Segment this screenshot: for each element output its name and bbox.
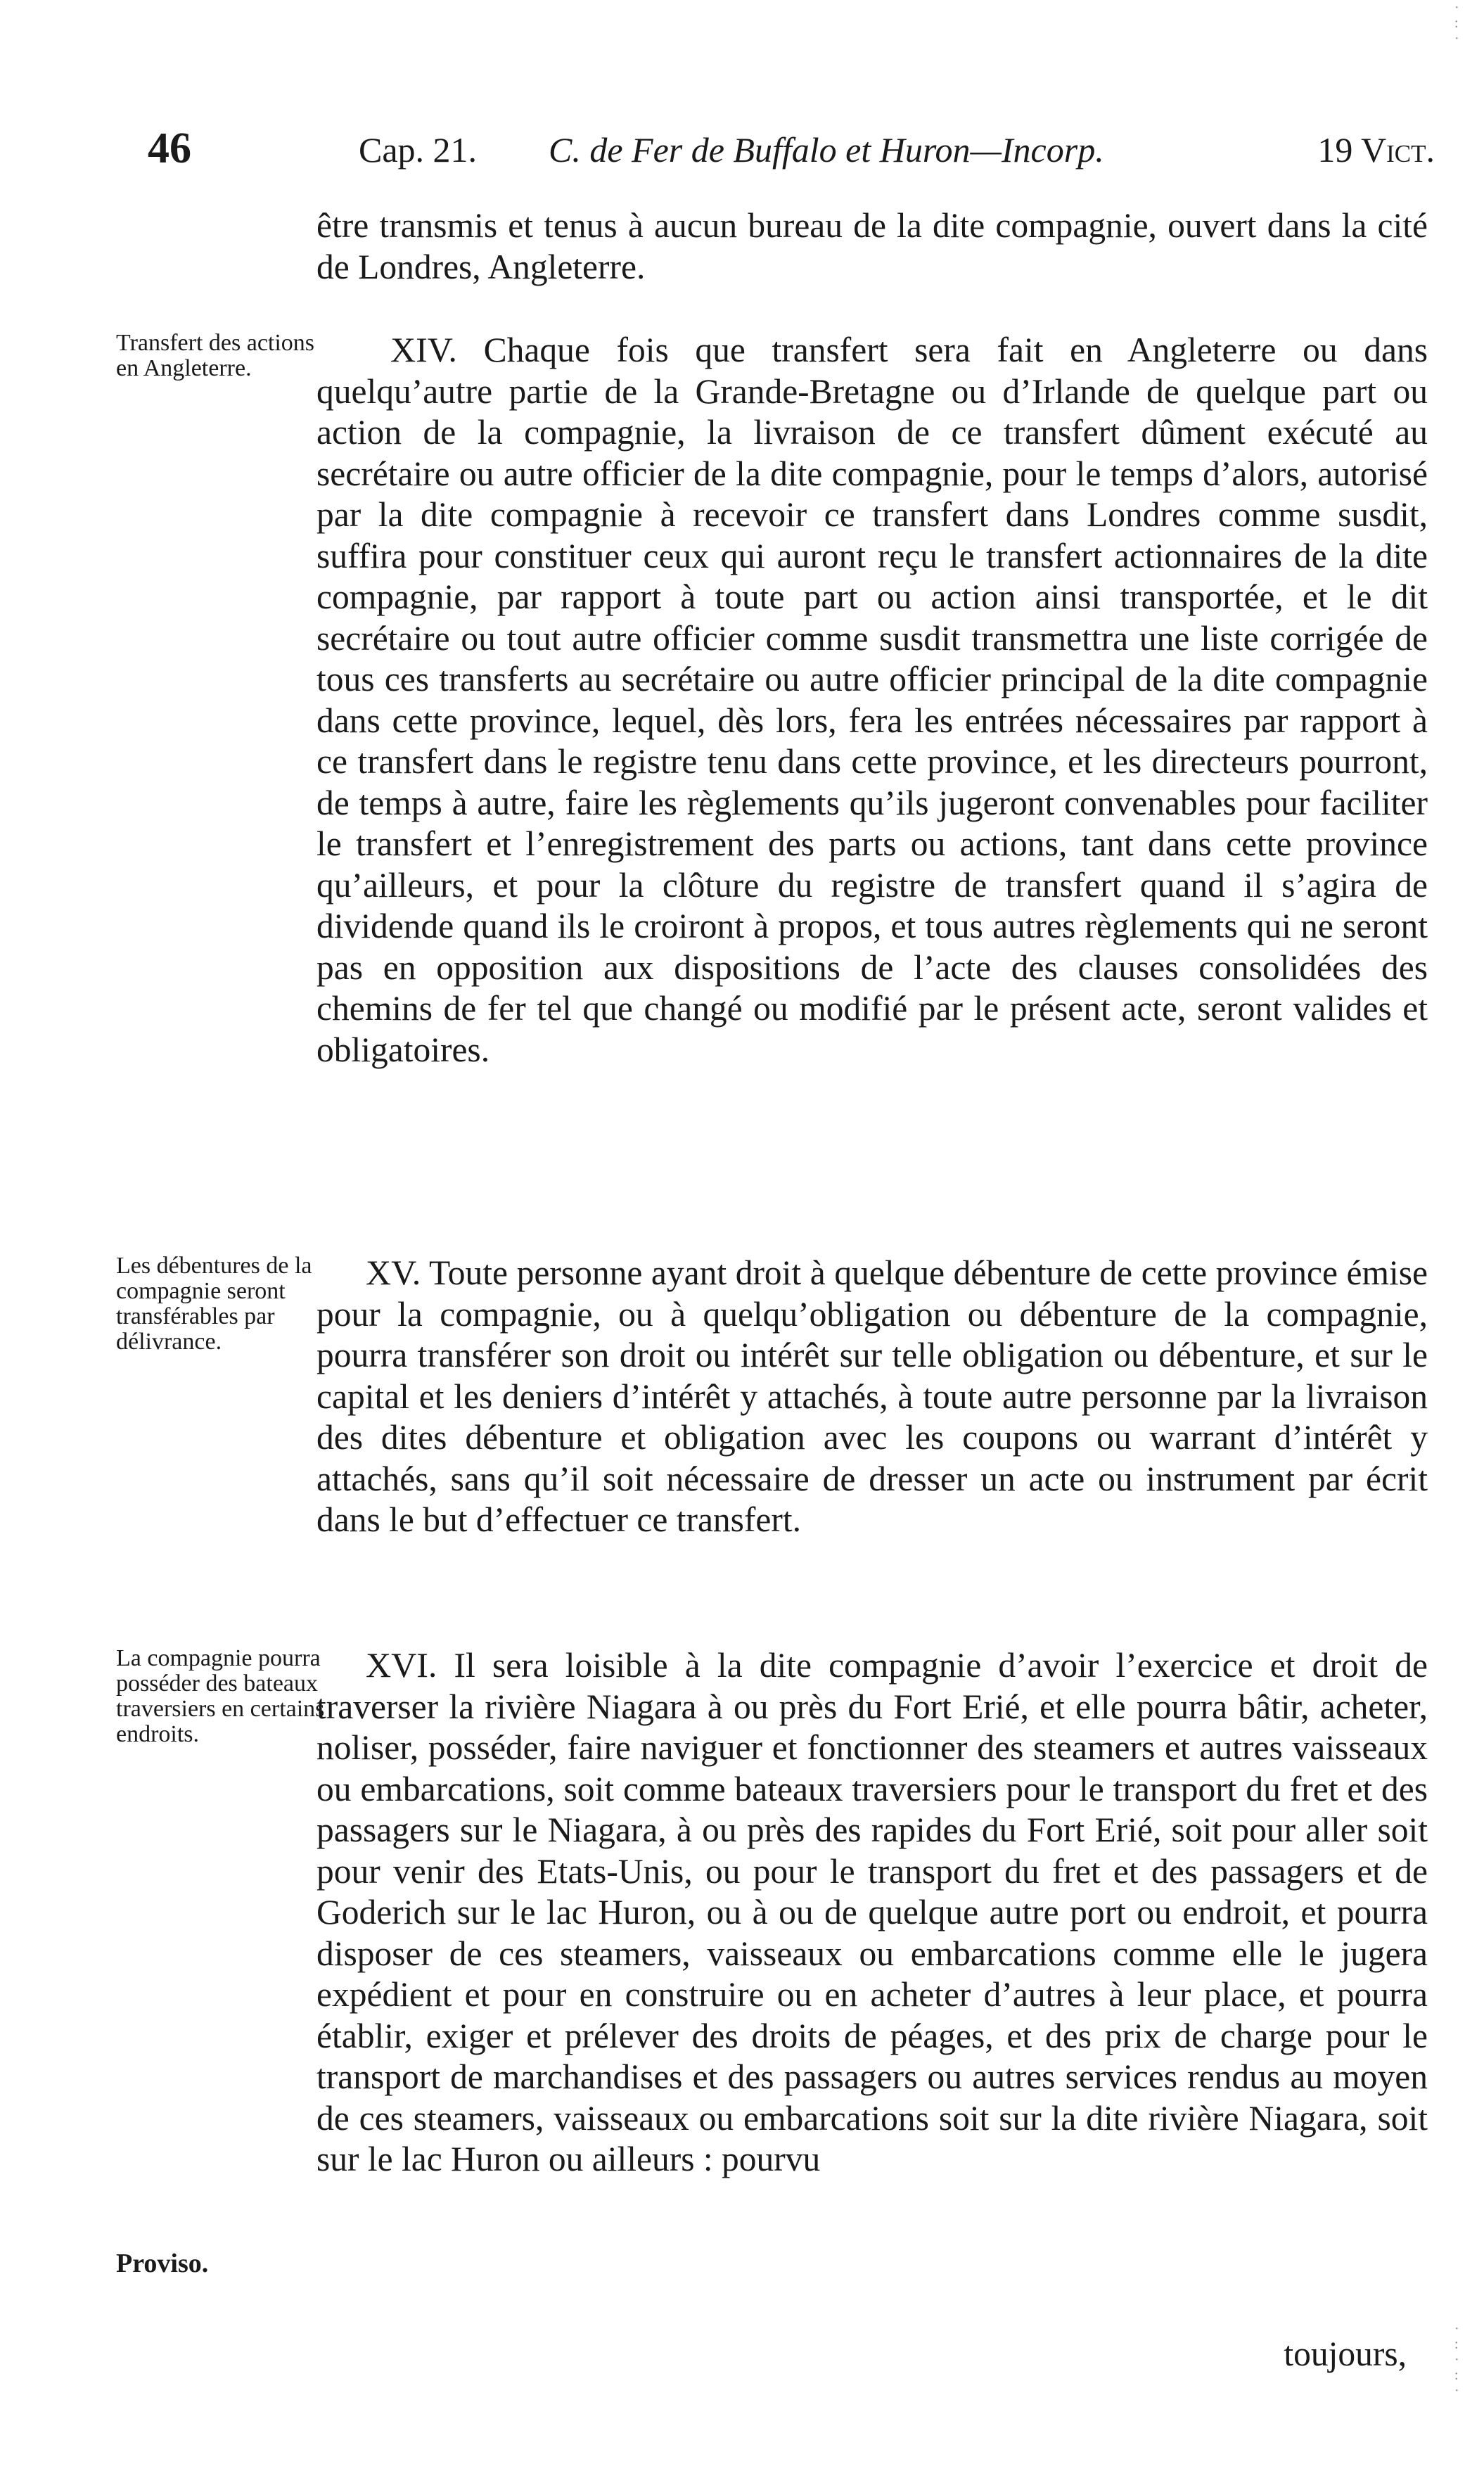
regnal-year: 19 Vict. — [1317, 130, 1435, 170]
section-15-text: Toute personne ayant droit à quelque débenture de cette province émise pour la compagnie, ou à quelqu’obligation ou débenture de la compagnie, pourra transférer son droit ou intérêt sur telle obligation ou débenture, et sur le capital et les deniers d’intérêt y attachés, à toute autre personne par la livraison des dites débenture et obligation avec les coupons ou warrant d’intérêt y attachés, sans qu’il soit nécessaire de dresser un acte ou instrument par écrit dans le but d’effectuer ce transfert. — [316, 1253, 1428, 1539]
section-14-text: Chaque fois que transfert sera fait en Angleterre ou dans quelqu’autre partie de la Grande-Bretagne ou d’Irlande de quelque part ou action de la compagnie, la livraison de ce transfert dûment exécuté au secrétaire ou autre officier de la dite compagnie, pour le temps d’alors, autorisé par la dite compagnie à recevoir ce transfert dans Londres comme susdit, suffira pour constituer ceux qui auront reçu le transfert actionnaires de la dite compagnie, par rapport à toute part ou action ainsi transportée, et le dit secrétaire ou tout autre officier comme susdit transmettra une liste corrigée de tous ces transferts au secrétaire ou autre officier principal de la dite compagnie dans cette province, lequel, dès lors, fera les entrées nécessaires par rapport à ce transfert dans le registre tenu dans cette province, et les directeurs pourront, de temps à autre, faire les règlements qu’ils jugeront convenables pour faciliter le transfert et l’enregistrement des parts ou actions, tant dans cette province qu’ailleurs, et pour la clôture du registre de transfert quand il s’agira de dividende quand ils le croiront à propos, et tous autres règlements qui ne seront pas en opposition aux dispositions de l’acte des clauses consolidées des chemins de fer tel que changé ou modifié par le présent acte, seront valides et obligatoires. — [316, 331, 1428, 1069]
section-15-number: XV. — [366, 1253, 421, 1292]
section-14-paragraph — [316, 329, 1428, 1071]
section-15-paragraph — [316, 1252, 1428, 1541]
catchword: toujours, — [1284, 2335, 1407, 2373]
scan-speckle-top: · : · — [1454, 0, 1459, 46]
page-number: 46 — [148, 124, 191, 172]
section-16-number: XVI. — [366, 1645, 437, 1685]
side-note-section-15: Les débentures de la compagnie seront transférables par délivrance. — [116, 1253, 312, 1355]
running-title: C. de Fer de Buffalo et Huron—Incorp. — [549, 130, 1104, 170]
section-16-text: Il sera loisible à la dite compagnie d’avoir l’exercice et droit de traverser la rivière Niagara à ou près du Fort Erié, et elle pourra bâtir, acheter, noliser, posséder, faire naviguer et fonctionner des steamers et autres vaisseaux ou embarcations, soit comme bateaux traversiers pour le transport du fret et des passagers sur le Niagara, à ou près des rapides du Fort Erié, soit pour aller soit pour venir des Etats-Unis, ou pour le transport du fret et des passagers et de Goderich sur le lac Huron, ou à ou de quelque autre port ou endroit, et pourra disposer de ces steamers, vaisseaux ou embarcations comme elle le jugera expédient et pour en construire ou en acheter d’autres à leur place, et pourra établir, exiger et prélever des droits de péages, et des prix de charge pour le transport de marchandises et des passagers ou autres services rendus au moyen de ces steamers, vaisseaux ou embarcations soit sur la dite rivière Niagara, soit sur le lac Huron ou ailleurs : pourvu — [316, 1646, 1428, 2178]
section-16-paragraph — [316, 1644, 1428, 2180]
section-14-number: XIV. — [390, 330, 457, 369]
running-head — [148, 124, 1449, 180]
side-note-section-16: La compagnie pourra posséder des bateaux traversiers en certains endroits. — [116, 1645, 325, 1747]
side-note-section-14: Transfert des actions en Angleterre. — [116, 330, 315, 381]
side-note-proviso: Proviso. — [116, 2249, 209, 2278]
scan-speckle-bottom: · : · : · — [1454, 2321, 1459, 2399]
chapter-label: Cap. 21. — [359, 130, 478, 170]
continuation-paragraph: être transmis et tenus à aucun bureau de la dite compagnie, ouvert dans la cité de Londres, Angleterre. — [316, 206, 1428, 286]
